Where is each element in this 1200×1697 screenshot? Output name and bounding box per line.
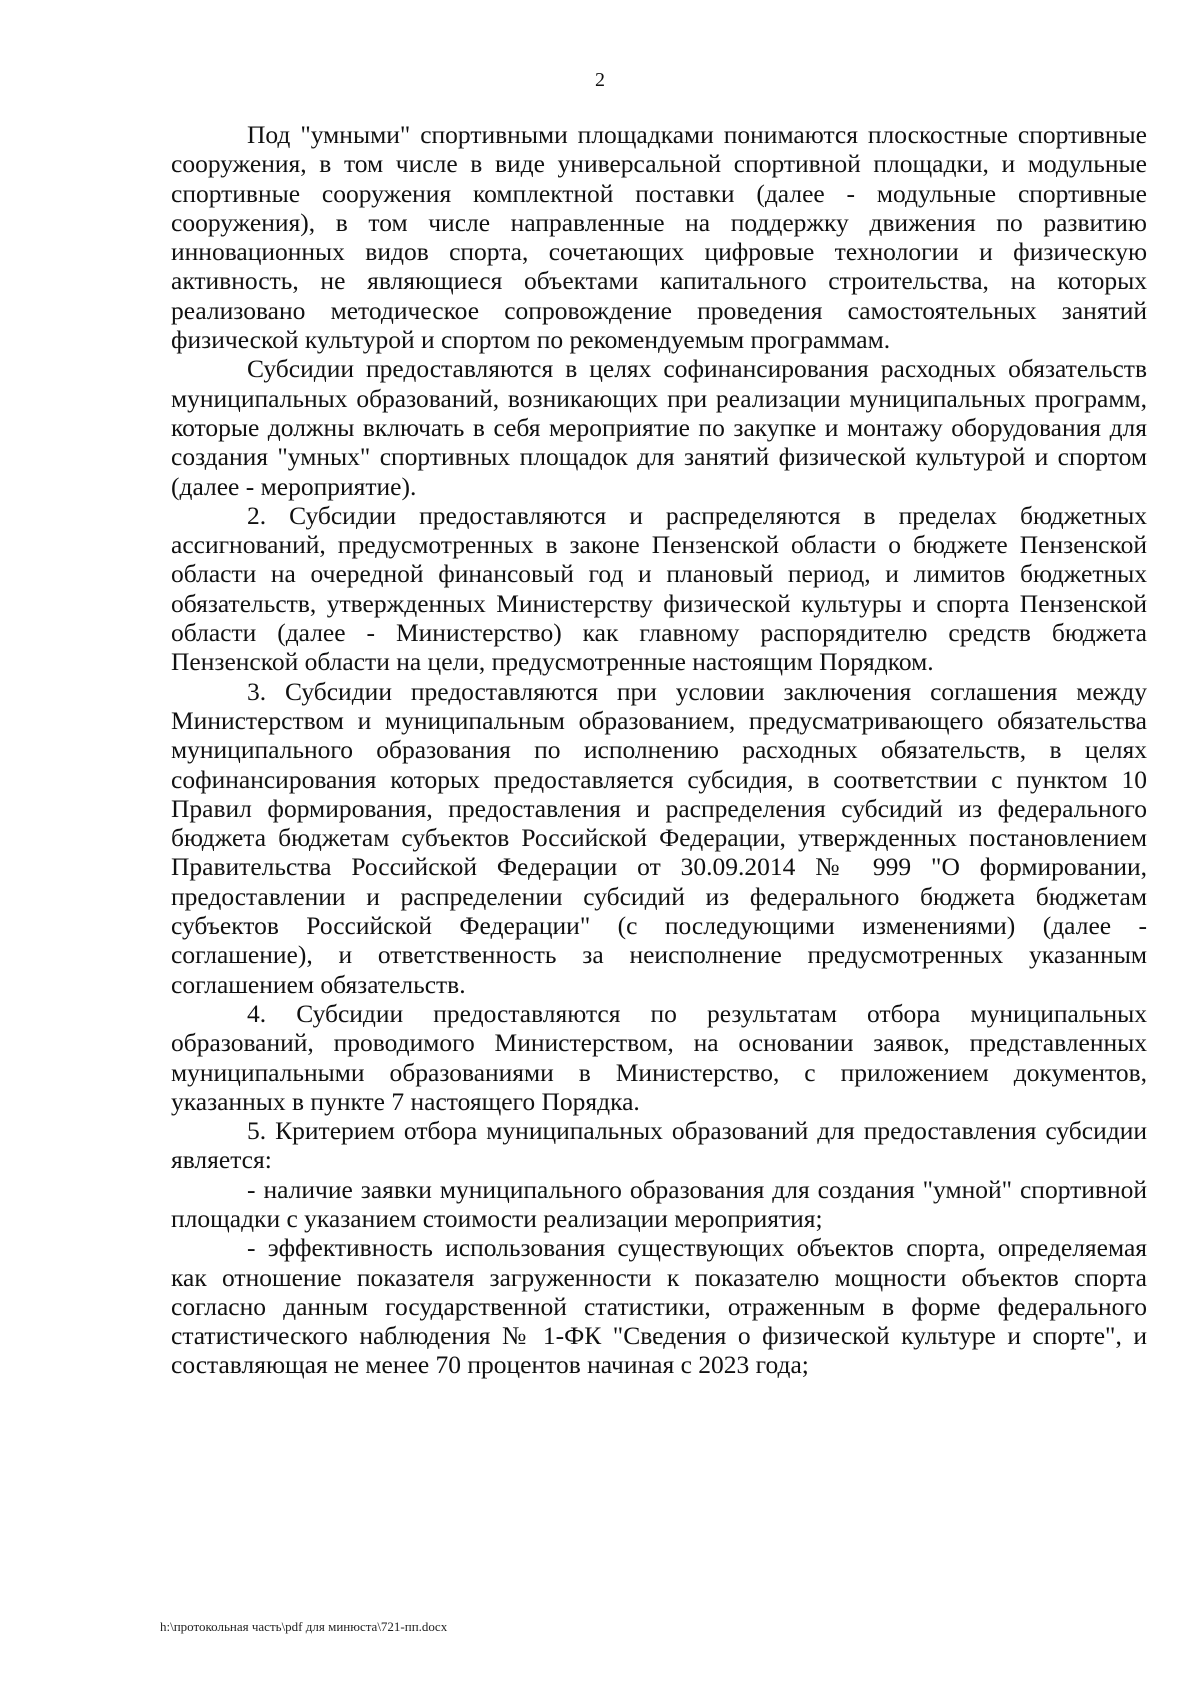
- paragraph-item-2: 2. Субсидии предоставляются и распределяются в пределах бюджетных ассигнований, предусмотренных в законе Пензенской области о бюджете Пензенской области на очередной финансовый год и плановый период, и лимитов бюджетных обязательств, утвержденных Министерству физической культуры и спорта Пензенской области (далее - Министерство) как главному распорядителю средств бюджета Пензенской области на цели, предусмотренные настоящим Порядком.: [171, 500, 1147, 677]
- paragraph-item-3: 3. Субсидии предоставляются при условии заключения соглашения между Министерством и муниципальным образованием, предусматривающего обязательства муниципального образования по исполнению расходных обязательств, в целях софинансирования которых предоставляется субсидия, в соответствии с пунктом 10 Правил формирования, предоставления и распределения субсидий из федерального бюджета бюджетам субъектов Российской Федерации, утвержденных постановлением Правительства Российской Федерации от 30.09.2014 № 999 "О формировании, предоставлении и распределении субсидий из федерального бюджета бюджетам субъектов Российской Федерации" (с последующими изменениями) (далее - соглашение), и ответственность за неисполнение предусмотренных указанным соглашением обязательств.: [171, 676, 1147, 999]
- page-number: 2: [595, 69, 605, 91]
- paragraph-item-4: 4. Субсидии предоставляются по результатам отбора муниципальных образований, проводимого Министерством, на основании заявок, представленных муниципальными образованиями в Министерство, с приложением документов, указанных в пункте 7 настоящего Порядка.: [171, 998, 1147, 1116]
- footer-file-path: h:\протокольная часть\pdf для минюста\721-пп.docx: [160, 1619, 448, 1634]
- paragraph-subsidy-purpose: Субсидии предоставляются в целях софинансирования расходных обязательств муниципальных образований, возникающих при реализации муниципальных программ, которые должны включать в себя мероприятие по закупке и монтажу оборудования для создания "умных" спортивных площадок для занятий физической культурой и спортом (далее - мероприятие).: [171, 354, 1147, 501]
- document-body: [171, 120, 1147, 1380]
- list-item-efficiency: - эффективность использования существующих объектов спорта, определяемая как отношение показателя загруженности к показателю мощности объектов спорта согласно данным государственной статистики, отраженным в форме федерального статистического наблюдения № 1-ФК "Сведения о физической культуре и спорте", и составляющая не менее 70 процентов начиная с 2023 года;: [171, 1233, 1147, 1380]
- paragraph-smart-grounds-definition: Под "умными" спортивными площадками понимаются плоскостные спортивные сооружения, в том числе в виде универсальной спортивной площадки, и модульные спортивные сооружения комплектной поставки (далее - модульные спортивные сооружения), в том числе направленные на поддержку движения по развитию инновационных видов спорта, сочетающих цифровые технологии и физическую активность, не являющиеся объектами капитального строительства, на которых реализовано методическое сопровождение проведения самостоятельных занятий физической культурой и спортом по рекомендуемым программам.: [171, 120, 1147, 355]
- paragraph-item-5: 5. Критерием отбора муниципальных образований для предоставления субсидии является:: [171, 1116, 1147, 1175]
- list-item-application: - наличие заявки муниципального образования для создания "умной" спортивной площадки с указанием стоимости реализации мероприятия;: [171, 1174, 1147, 1233]
